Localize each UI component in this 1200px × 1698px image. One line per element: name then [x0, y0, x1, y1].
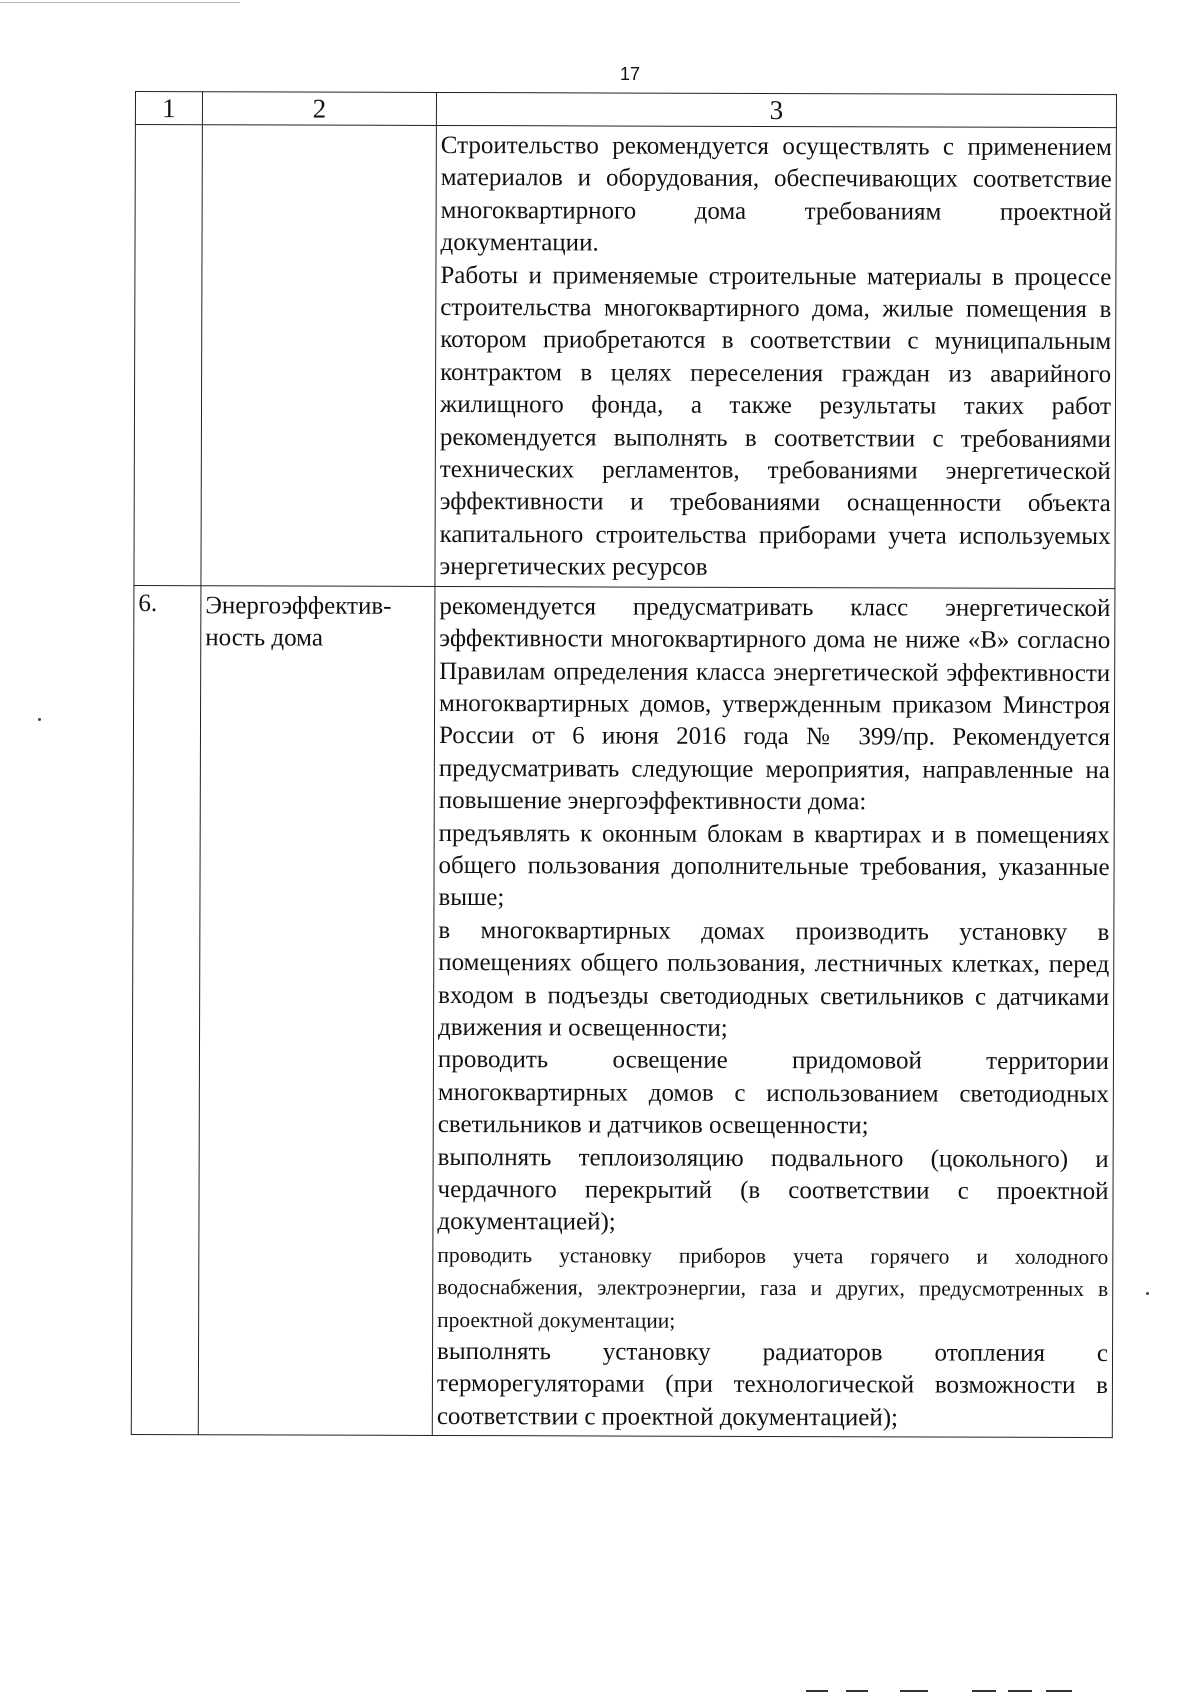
scan-edge-mark: [0, 2, 240, 3]
header-cell-2: 2: [202, 92, 436, 126]
row-label-cell: [201, 125, 436, 586]
row-text-cell: [435, 125, 1116, 588]
requirements-table: [131, 91, 1117, 1438]
header-cell-3: 3: [436, 92, 1116, 127]
scan-footer-mark: [900, 1690, 928, 1692]
table-row: [131, 585, 1115, 1438]
scan-speck: [1146, 1292, 1149, 1295]
paragraph: выполнять установку радиаторов отопления с терморегуляторами (при технологической возможности в соответствии с проектной документацией);: [436, 1337, 1109, 1432]
scan-speck: [38, 718, 41, 721]
paragraph: проводить освещение придомовой территории многоквартирных домов с использованием светодиодных светильников и датчиков освещенности;: [437, 1046, 1109, 1140]
row-label-cell: Энергоэффектив-ность дома: [198, 585, 435, 1435]
scan-footer-mark: [806, 1690, 828, 1692]
row-number-cell: [134, 125, 202, 586]
paragraph: выполнять теплоизоляцию подвального (цокольного) и чердачного перекрытий (в соответствии с проектной документацией);: [437, 1143, 1109, 1236]
scan-footer-mark: [1008, 1690, 1032, 1692]
table-header-row: [135, 92, 1116, 128]
paragraph: Строительство рекомендуется осуществлять с применением материалов и оборудования, обеспечивающих соответствие многоквартирного дома требованиям проектной документации.: [440, 131, 1112, 257]
paragraph: проводить установку приборов учета горячего и холодного водоснабжения, электроэнергии, газа и других, предусмотренных в проектной документации;: [437, 1242, 1109, 1333]
scan-footer-mark: [846, 1690, 868, 1692]
header-cell-1: 1: [135, 92, 202, 125]
table-row: [134, 125, 1116, 589]
paragraph: в многоквартирных домах производить установку в помещениях общего пользования, лестничных клетках, перед входом в подъезды светодиодных светильников с датчиками движения и освещенности;: [438, 916, 1110, 1042]
scan-footer-mark: [1046, 1690, 1072, 1692]
paragraph: рекомендуется предусматривать класс энергетической эффективности многоквартирного дома не ниже «B» согласно Правилам определения класса энергетической эффективности многоквартирных домов, утвержденным приказом Минстроя России от 6 июня 2016 года № 399/пр. Рекомендуется предусматривать следующие мероприятия, направленные на повышение энергоэффективности дома:: [438, 592, 1111, 816]
row-text-cell: [432, 586, 1115, 1438]
paragraph: Работы и применяемые строительные материалы в процессе строительства многоквартирного дома, жилые помещения в котором приобретаются в соответствии с муниципальным контрактом в целях переселения граждан из аварийного жилищного фонда, а также результаты таких работ рекомендуется выполнять в соответствии с требованиями технических регламентов, требованиями энергетической эффективности и требованиями оснащенности объекта капитального строительства приборами учета используемых энергетических ресурсов: [439, 261, 1112, 582]
scan-footer-mark: [972, 1690, 996, 1692]
row-number-cell: 6.: [131, 585, 201, 1435]
paragraph: предъявлять к оконным блокам в квартирах и в помещениях общего пользования дополнительные требования, указанные выше;: [438, 819, 1110, 912]
page-number: 17: [619, 64, 641, 84]
